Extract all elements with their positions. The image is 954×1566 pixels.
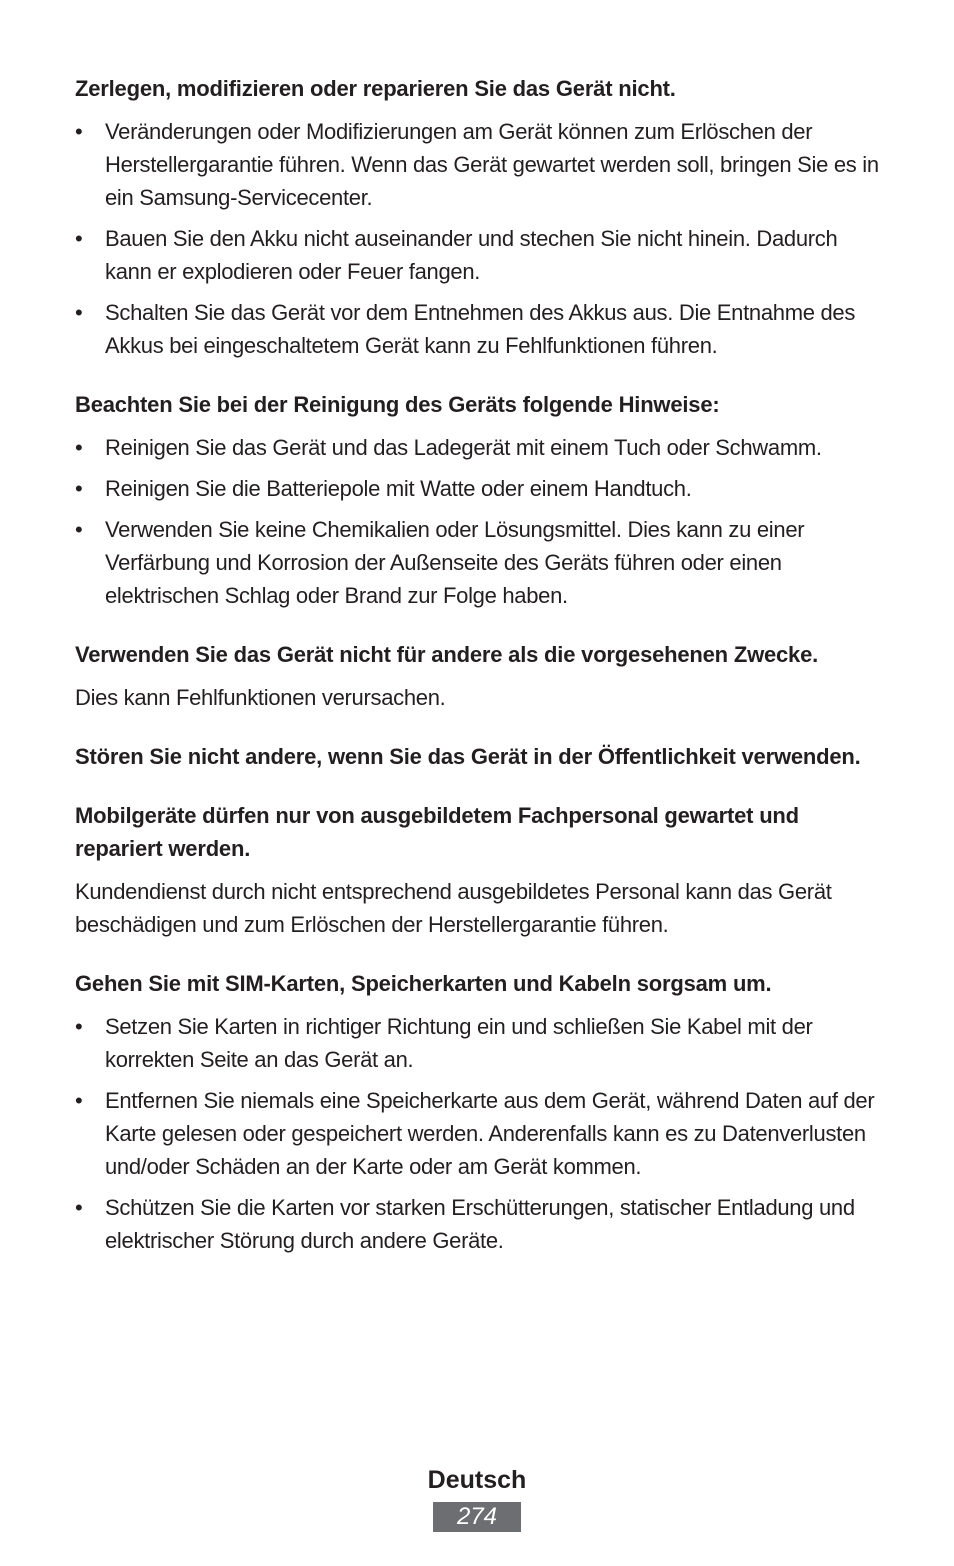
list-item — [75, 431, 885, 464]
bullet-list — [75, 431, 885, 612]
page-number: 274 — [433, 1502, 521, 1532]
list-item-text: Veränderungen oder Modifizierungen am Gerät können zum Erlöschen der Herstellergarantie führen. Wenn das Gerät gewartet werden soll, bringen Sie es in ein Samsung-Servicecenter. — [105, 119, 879, 210]
list-item — [75, 1191, 885, 1257]
section-service — [75, 799, 885, 941]
section-heading: Stören Sie nicht andere, wenn Sie das Gerät in der Öffentlichkeit verwenden. — [75, 744, 861, 769]
section-heading: Gehen Sie mit SIM-Karten, Speicherkarten und Kabeln sorgsam um. — [75, 971, 772, 996]
footer-language: Deutsch — [427, 1466, 527, 1494]
list-item — [75, 296, 885, 362]
section-text: Dies kann Fehlfunktionen verursachen. — [75, 685, 446, 710]
bullet-icon: • — [75, 1195, 83, 1220]
bullet-icon: • — [75, 226, 83, 251]
bullet-list — [75, 115, 885, 362]
list-item — [75, 472, 885, 505]
section-heading: Verwenden Sie das Gerät nicht für andere als die vorgesehenen Zwecke. — [75, 642, 819, 667]
section-public-use — [75, 740, 885, 773]
list-item-text: Entfernen Sie niemals eine Speicherkarte aus dem Gerät, während Daten auf der Karte gelesen oder gespeichert werden. Anderenfalls kann es zu Datenverlusten und/oder Schäden an der Karte oder am Gerät kommen. — [105, 1088, 875, 1179]
bullet-icon: • — [75, 300, 83, 325]
bullet-icon: • — [75, 517, 83, 542]
list-item-text: Bauen Sie den Akku nicht auseinander und stechen Sie nicht hinein. Dadurch kann er explodieren oder Feuer fangen. — [105, 226, 838, 284]
bullet-list — [75, 1010, 885, 1257]
list-item-text: Verwenden Sie keine Chemikalien oder Lösungsmittel. Dies kann zu einer Verfärbung und Korrosion der Außenseite des Geräts führen oder einen elektrischen Schlag oder Brand zur Folge haben. — [105, 517, 805, 608]
list-item-text: Setzen Sie Karten in richtiger Richtung ein und schließen Sie Kabel mit der korrekten Seite an das Gerät an. — [105, 1014, 813, 1072]
section-text: Kundendienst durch nicht entsprechend ausgebildetes Personal kann das Gerät beschädigen und zum Erlöschen der Herstellergarantie führen. — [75, 879, 832, 937]
bullet-icon: • — [75, 435, 83, 460]
section-cleaning — [75, 388, 885, 612]
section-heading: Zerlegen, modifizieren oder reparieren Sie das Gerät nicht. — [75, 76, 676, 101]
list-item-text: Reinigen Sie die Batteriepole mit Watte oder einem Handtuch. — [105, 476, 692, 501]
list-item — [75, 115, 885, 214]
bullet-icon: • — [75, 476, 83, 501]
list-item-text: Schützen Sie die Karten vor starken Erschütterungen, statischer Entladung und elektrischer Störung durch andere Geräte. — [105, 1195, 855, 1253]
section-intended-use — [75, 638, 885, 714]
bullet-icon: • — [75, 1088, 83, 1113]
list-item-text: Reinigen Sie das Gerät und das Ladegerät mit einem Tuch oder Schwamm. — [105, 435, 822, 460]
list-item — [75, 1010, 885, 1076]
section-cards-cables — [75, 967, 885, 1257]
bullet-icon: • — [75, 119, 83, 144]
list-item — [75, 1084, 885, 1183]
page-footer — [0, 1462, 954, 1532]
list-item — [75, 513, 885, 612]
list-item — [75, 222, 885, 288]
list-item-text: Schalten Sie das Gerät vor dem Entnehmen des Akkus aus. Die Entnahme des Akkus bei eingeschaltetem Gerät kann zu Fehlfunktionen führen. — [105, 300, 856, 358]
section-heading: Beachten Sie bei der Reinigung des Geräts folgende Hinweise: — [75, 392, 720, 417]
section-heading: Mobilgeräte dürfen nur von ausgebildetem Fachpersonal gewartet und repariert werden. — [75, 803, 799, 861]
document-body — [75, 72, 885, 1283]
bullet-icon: • — [75, 1014, 83, 1039]
section-disassembly — [75, 72, 885, 362]
